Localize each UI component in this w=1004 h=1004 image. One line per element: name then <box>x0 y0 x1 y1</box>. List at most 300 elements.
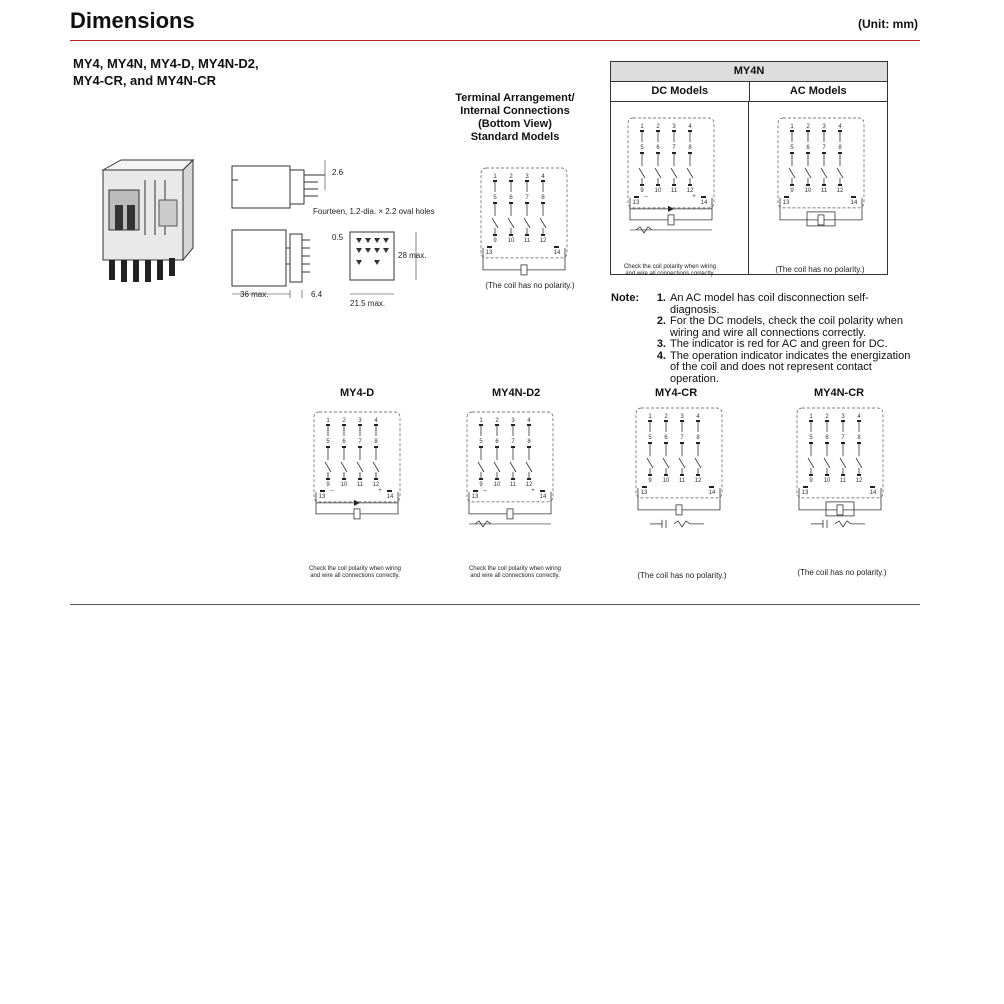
pin-mark <box>841 442 845 444</box>
contact-arm <box>821 168 827 178</box>
pin-mark <box>493 202 497 204</box>
my4nd2-diagram <box>465 410 555 570</box>
pin-label-row3: 11 <box>820 188 828 194</box>
models-heading <box>73 55 259 89</box>
pin-mark <box>838 130 842 132</box>
note-item <box>611 351 911 386</box>
my4d-diagram <box>312 410 402 570</box>
my4ncr-diagram <box>795 406 885 566</box>
pin-mark <box>790 130 794 132</box>
pin-label-row1: 1 <box>809 414 813 420</box>
standard-no-polarity-note: (The coil has no polarity.) <box>485 281 575 290</box>
pin-label-row2: 7 <box>525 195 529 201</box>
my4d-check-polarity-note <box>300 566 410 580</box>
pin-label-13: 13 <box>485 250 493 256</box>
coil-symbol <box>837 505 843 515</box>
pin-mark <box>509 202 513 204</box>
pin-label-row2: 8 <box>688 145 692 151</box>
pin-mark <box>493 180 497 182</box>
pin-label-row2: 8 <box>541 195 545 201</box>
pin-label-row3: 11 <box>356 482 364 488</box>
pin-label-13: 13 <box>318 494 326 500</box>
pin-mark <box>857 420 861 422</box>
note-label <box>611 339 646 351</box>
pin-label-row1: 1 <box>493 174 497 180</box>
contact-arm <box>478 462 484 472</box>
pin-label-row3: 12 <box>836 188 844 194</box>
pin-mark <box>822 184 826 186</box>
pin-mark <box>326 424 330 426</box>
cr-resistor <box>835 521 865 527</box>
pin-minus: – <box>483 488 487 494</box>
terminal-heading-line-3: (Bottom View) <box>478 118 552 130</box>
dim-oval-holes: Fourteen, 1.2-dia. × 2.2 oval holes <box>313 207 435 216</box>
pin-label-row1: 4 <box>696 414 700 420</box>
pin-label-row3: 12 <box>372 482 380 488</box>
contact-arm <box>837 168 843 178</box>
pin-label-row1: 4 <box>857 414 861 420</box>
models-line-1: MY4, MY4N, MY4-D, MY4N-D2, <box>73 56 259 71</box>
pin-mark <box>541 234 545 236</box>
terminal-heading-line-4: Standard Models <box>470 131 560 143</box>
coil-symbol <box>507 509 513 519</box>
note-number: 4. <box>656 349 666 362</box>
terminal-arrangement-heading <box>440 92 590 144</box>
pin-label-13: 13 <box>640 490 648 496</box>
pin-label-row3: 12 <box>686 188 694 194</box>
dc-terminal-svg <box>626 116 716 271</box>
pin-label-row1: 3 <box>672 124 676 130</box>
header-rule <box>70 40 920 41</box>
pin-label-row1: 4 <box>374 418 378 424</box>
pin-label-row2: 8 <box>857 435 861 441</box>
pin-mark <box>374 424 378 426</box>
pin-label-row2: 6 <box>656 145 660 151</box>
pin-mark <box>664 420 668 422</box>
pin-label-14: 14 <box>386 494 394 500</box>
pin-mark <box>822 130 826 132</box>
pin-mark <box>648 442 652 444</box>
note-text: An AC model has coil disconnection self-diagnosis. <box>670 292 869 316</box>
pin-mark <box>672 130 676 132</box>
pin-label-row1: 3 <box>511 418 515 424</box>
pin-mark <box>803 486 808 488</box>
pin-label-14: 14 <box>539 494 547 500</box>
pin-label-row2: 5 <box>640 145 644 151</box>
pin-label-row2: 8 <box>374 439 378 445</box>
pin-mark <box>688 184 692 186</box>
pin-label-row3: 10 <box>493 482 501 488</box>
pin-label-row2: 7 <box>822 145 826 151</box>
my4n-ac-diagram <box>776 116 866 276</box>
my4nd2-check-line-2: and wire all connections correctly. <box>470 573 560 579</box>
pin-plus: + <box>692 194 696 200</box>
pin-label-row3: 9 <box>493 238 497 244</box>
variant-title-my4ncr: MY4N-CR <box>814 387 865 399</box>
pin-label-13: 13 <box>782 200 790 206</box>
pin-mark <box>709 486 714 488</box>
pin-mark <box>495 424 499 426</box>
pin-label-row2: 8 <box>696 435 700 441</box>
standard-terminal-diagram <box>479 166 569 326</box>
pin-label-row3: 11 <box>839 478 847 484</box>
dc-check-line-2: and wire all connections correctly. <box>625 271 715 277</box>
pin-mark <box>825 442 829 444</box>
pin-mark <box>664 474 668 476</box>
pin-label-row3: 10 <box>804 188 812 194</box>
my4n-table-header: MY4N <box>611 62 887 82</box>
pin-label-row2: 6 <box>342 439 346 445</box>
pin-label-row1: 4 <box>688 124 692 130</box>
pin-label-row2: 6 <box>825 435 829 441</box>
pin-label-14: 14 <box>553 250 561 256</box>
note-label <box>611 316 646 339</box>
pin-mark <box>527 424 531 426</box>
contact-arm <box>494 462 500 472</box>
notes-block <box>611 293 911 385</box>
pin-mark <box>701 196 706 198</box>
pin-label-row3: 11 <box>670 188 678 194</box>
pin-label-row1: 1 <box>326 418 330 424</box>
note-item <box>611 316 911 339</box>
pin-mark <box>696 442 700 444</box>
dc-check-line-1: Check the coil polarity when wiring <box>623 264 717 270</box>
pin-label-row1: 4 <box>541 174 545 180</box>
pin-mark <box>525 180 529 182</box>
pin-label-row1: 3 <box>358 418 362 424</box>
contact-arm <box>508 218 514 228</box>
note-item <box>611 293 911 316</box>
pin-mark <box>487 246 492 248</box>
pin-mark <box>825 420 829 422</box>
pin-label-row1: 2 <box>806 124 810 130</box>
note-text: The indicator is red for AC and green for DC. <box>670 338 888 350</box>
footer-rule <box>70 604 920 605</box>
pin-label-14: 14 <box>700 200 708 206</box>
pin-mark <box>554 246 559 248</box>
pin-mark <box>825 474 829 476</box>
pin-mark <box>656 130 660 132</box>
dc-check-polarity-note <box>620 264 720 278</box>
dim-2-6: 2.6 <box>332 168 344 177</box>
pin-mark <box>527 446 531 448</box>
models-line-2: MY4-CR, and MY4N-CR <box>73 73 217 88</box>
pin-mark <box>809 442 813 444</box>
pin-label-row1: 3 <box>525 174 529 180</box>
pin-mark <box>640 152 644 154</box>
pin-label-row2: 6 <box>664 435 668 441</box>
contact-arm <box>325 462 331 472</box>
note-number: 1. <box>656 292 666 304</box>
contact-arm <box>526 462 532 472</box>
pin-mark <box>473 490 478 492</box>
pin-label-row3: 12 <box>539 238 547 244</box>
pin-mark <box>680 474 684 476</box>
ac-terminal-svg <box>776 116 866 271</box>
pin-mark <box>479 478 483 480</box>
pin-mark <box>822 152 826 154</box>
pin-label-row1: 1 <box>479 418 483 424</box>
cr-resistor <box>674 521 704 527</box>
pin-label-row3: 11 <box>678 478 686 484</box>
pin-label-row2: 6 <box>806 145 810 151</box>
pin-label-14: 14 <box>869 490 877 496</box>
pin-label-row3: 9 <box>790 188 794 194</box>
my4d-check-line-1: Check the coil polarity when wiring <box>308 566 402 572</box>
pin-mark <box>495 478 499 480</box>
contact-arm <box>840 458 846 468</box>
pin-label-row3: 9 <box>640 188 644 194</box>
pin-label-row1: 3 <box>822 124 826 130</box>
pin-label-row2: 5 <box>493 195 497 201</box>
pin-mark <box>326 446 330 448</box>
pin-mark <box>342 478 346 480</box>
note-number: 2. <box>656 315 666 327</box>
contact-arm <box>655 168 661 178</box>
pin-label-row3: 10 <box>662 478 670 484</box>
pin-label-row2: 7 <box>841 435 845 441</box>
pin-mark <box>509 234 513 236</box>
pin-mark <box>841 474 845 476</box>
contact-arm <box>805 168 811 178</box>
contact-arm <box>671 168 677 178</box>
pin-mark <box>688 152 692 154</box>
ac-no-polarity-note: (The coil has no polarity.) <box>775 265 865 274</box>
pin-label-row2: 7 <box>672 145 676 151</box>
pin-mark <box>541 180 545 182</box>
pin-mark <box>642 486 647 488</box>
dim-0-5: 0.5 <box>332 233 344 242</box>
pin-mark <box>326 478 330 480</box>
pin-mark <box>688 130 692 132</box>
my4nd2-check-line-1: Check the coil polarity when wiring <box>468 566 562 572</box>
pin-mark <box>540 490 545 492</box>
pin-label-row3: 12 <box>694 478 702 484</box>
pin-mark <box>374 446 378 448</box>
pin-label-row3: 10 <box>823 478 831 484</box>
pin-mark <box>680 442 684 444</box>
note-item <box>611 339 911 351</box>
pin-label-row1: 2 <box>509 174 513 180</box>
pin-mark <box>511 478 515 480</box>
note-label <box>611 351 646 386</box>
contact-arm <box>647 458 653 468</box>
terminal-heading-line-2: Internal Connections <box>460 105 570 117</box>
coil-symbol <box>668 215 674 225</box>
pin-mark <box>838 152 842 154</box>
pin-label-row2: 6 <box>495 439 499 445</box>
contact-arm <box>824 458 830 468</box>
pin-mark <box>541 202 545 204</box>
my4ncr-terminal-svg <box>795 406 885 561</box>
pin-label-row1: 1 <box>640 124 644 130</box>
pin-mark <box>809 474 813 476</box>
pin-label-row1: 2 <box>664 414 668 420</box>
pin-mark <box>790 152 794 154</box>
pin-label-row3: 11 <box>509 482 517 488</box>
pin-mark <box>358 424 362 426</box>
pin-label-row3: 9 <box>326 482 330 488</box>
pin-label-row3: 10 <box>507 238 515 244</box>
pin-label-row1: 3 <box>841 414 845 420</box>
pin-label-13: 13 <box>471 494 479 500</box>
pin-mark <box>358 478 362 480</box>
pin-mark <box>648 420 652 422</box>
contact-arm <box>341 462 347 472</box>
pin-label-13: 13 <box>632 200 640 206</box>
pin-label-row3: 10 <box>654 188 662 194</box>
pin-label-row2: 5 <box>790 145 794 151</box>
pin-label-row3: 12 <box>855 478 863 484</box>
dim-28-max: 28 max. <box>398 251 427 260</box>
pin-mark <box>387 490 392 492</box>
contact-arm <box>373 462 379 472</box>
ac-models-header: AC Models <box>749 82 888 102</box>
pin-mark <box>806 184 810 186</box>
my4nd2-check-polarity-note <box>460 566 570 580</box>
pin-label-row3: 9 <box>648 478 652 484</box>
terminal-heading-line-1: Terminal Arrangement/ <box>455 92 575 104</box>
pin-mark <box>870 486 875 488</box>
pin-mark <box>806 130 810 132</box>
pin-mark <box>509 180 513 182</box>
pin-mark <box>640 130 644 132</box>
pin-plus: + <box>378 488 382 494</box>
pin-mark <box>479 424 483 426</box>
pin-label-row1: 2 <box>342 418 346 424</box>
my4nd2-terminal-svg <box>465 410 555 565</box>
pin-mark <box>511 424 515 426</box>
pin-mark <box>479 446 483 448</box>
pin-label-row2: 5 <box>648 435 652 441</box>
contact-arm <box>357 462 363 472</box>
pin-mark <box>784 196 789 198</box>
pin-label-row1: 4 <box>838 124 842 130</box>
pin-mark <box>664 442 668 444</box>
pin-mark <box>809 420 813 422</box>
dim-21-5-max: 21.5 max. <box>350 299 386 308</box>
pin-label-row1: 1 <box>790 124 794 130</box>
my4d-terminal-svg <box>312 410 402 565</box>
pin-mark <box>680 420 684 422</box>
pin-label-row1: 4 <box>527 418 531 424</box>
contact-arm <box>540 218 546 228</box>
my4n-dc-diagram <box>626 116 716 276</box>
pin-label-row1: 2 <box>825 414 829 420</box>
pin-mark <box>525 234 529 236</box>
contact-arm <box>679 458 685 468</box>
pin-mark <box>857 442 861 444</box>
pin-label-row2: 7 <box>680 435 684 441</box>
pin-mark <box>495 446 499 448</box>
pin-label-row2: 7 <box>358 439 362 445</box>
coil-symbol <box>521 265 527 275</box>
pin-mark <box>527 478 531 480</box>
pin-mark <box>511 446 515 448</box>
pin-label-13: 13 <box>801 490 809 496</box>
pin-mark <box>790 184 794 186</box>
pin-mark <box>640 184 644 186</box>
pin-label-row2: 5 <box>809 435 813 441</box>
unit-label: (Unit: mm) <box>858 17 918 31</box>
table-column-divider <box>748 102 749 274</box>
note-text: The operation indicator indicates the energization of the coil and does not represent contact operation. <box>670 349 911 385</box>
contact-arm <box>639 168 645 178</box>
pin-label-row2: 5 <box>479 439 483 445</box>
pin-mark <box>838 184 842 186</box>
contact-arm <box>687 168 693 178</box>
note-label: Note: <box>611 292 640 304</box>
variant-title-my4d: MY4-D <box>340 387 375 399</box>
pin-label-row3: 9 <box>479 482 483 488</box>
variant-title-my4nd2: MY4N-D2 <box>492 387 541 399</box>
std-terminal-svg <box>479 166 569 321</box>
pin-mark <box>841 420 845 422</box>
pin-label-row3: 10 <box>340 482 348 488</box>
coil-symbol <box>818 215 824 225</box>
pin-mark <box>656 184 660 186</box>
my4cr-terminal-svg <box>634 406 724 561</box>
variant-title-my4cr: MY4-CR <box>655 387 698 399</box>
pin-minus: – <box>330 488 334 494</box>
pin-label-row1: 1 <box>648 414 652 420</box>
contact-arm <box>492 218 498 228</box>
pin-plus: + <box>531 488 535 494</box>
pin-label-row1: 3 <box>680 414 684 420</box>
pin-label-row3: 12 <box>525 482 533 488</box>
pin-mark <box>493 234 497 236</box>
pin-label-row2: 7 <box>511 439 515 445</box>
pin-label-row3: 9 <box>809 478 813 484</box>
pin-mark <box>857 474 861 476</box>
contact-arm <box>789 168 795 178</box>
pin-mark <box>696 420 700 422</box>
contact-arm <box>663 458 669 468</box>
my4cr-diagram <box>634 406 724 566</box>
pin-label-14: 14 <box>708 490 716 496</box>
pin-label-row1: 2 <box>656 124 660 130</box>
dim-6-4: 6.4 <box>311 290 323 299</box>
relay-illustration <box>95 160 195 290</box>
pin-label-row2: 8 <box>838 145 842 151</box>
pin-mark <box>342 424 346 426</box>
pin-mark <box>358 446 362 448</box>
pin-mark <box>320 490 325 492</box>
my4cr-no-polarity-note: (The coil has no polarity.) <box>637 571 727 580</box>
pin-mark <box>648 474 652 476</box>
page-title: Dimensions <box>70 8 195 33</box>
contact-arm <box>808 458 814 468</box>
pin-mark <box>374 478 378 480</box>
contact-arm <box>510 462 516 472</box>
pin-label-row2: 5 <box>326 439 330 445</box>
contact-arm <box>524 218 530 228</box>
pin-mark <box>672 152 676 154</box>
pin-mark <box>525 202 529 204</box>
pin-label-row1: 2 <box>495 418 499 424</box>
pin-minus: – <box>644 194 648 200</box>
pin-mark <box>672 184 676 186</box>
pin-label-row2: 6 <box>509 195 513 201</box>
contact-arm <box>695 458 701 468</box>
dc-models-header: DC Models <box>611 82 749 102</box>
pin-label-14: 14 <box>850 200 858 206</box>
pin-label-row3: 11 <box>523 238 531 244</box>
pin-mark <box>342 446 346 448</box>
my4d-check-line-2: and wire all connections correctly. <box>310 573 400 579</box>
pin-label-row2: 8 <box>527 439 531 445</box>
pin-mark <box>656 152 660 154</box>
